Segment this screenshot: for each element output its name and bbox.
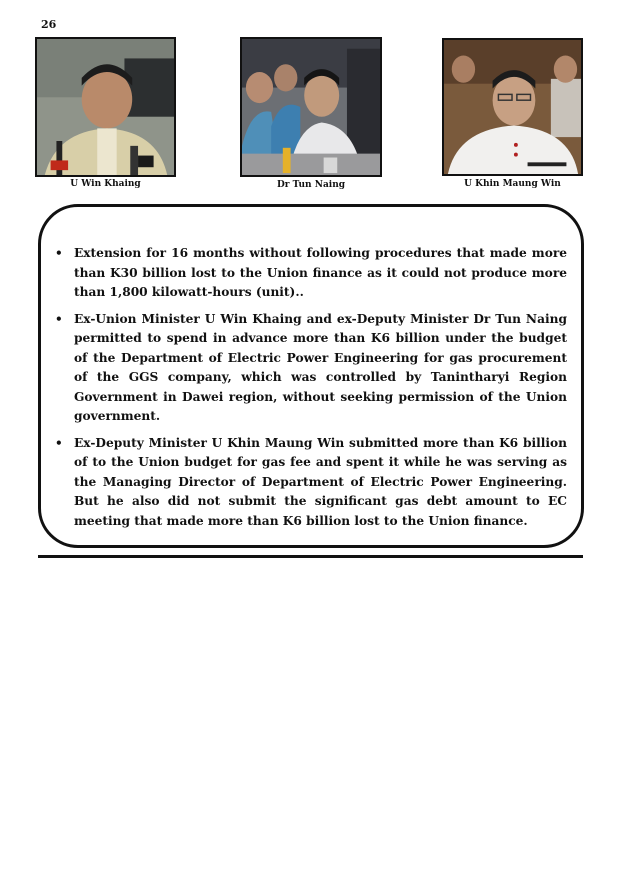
list-item-text: Ex-Union Minister U Win Khaing and ex-Deputy Minister Dr Tun Naing permitted to spend in advance more than K6 billion under the budget of the Department of Electric Power Engineering for gas procurement of the GGS company, which was controlled by Tanintharyi Region Government in Dawei region, without seeking permission of the Union government. [74, 311, 567, 423]
photo-caption: Dr Tun Naing [276, 180, 346, 190]
portrait-photo-u-khin-maung-win [442, 38, 583, 176]
portrait-photo-dr-tun-naing [240, 37, 382, 177]
list-item-text: Extension for 16 months without following procedures that made more than K30 billion lost to the Union finance as it could not produce more than 1,800 kilowatt-hours (unit).. [74, 246, 567, 299]
page-number: 26 [41, 18, 57, 31]
photo-caption: U Win Khaing [70, 179, 141, 189]
list-item [53, 310, 567, 427]
bullet-icon: • [55, 435, 63, 450]
photo-caption: U Khin Maung Win [464, 179, 561, 189]
bullet-icon: • [55, 246, 63, 260]
portrait-image [444, 40, 581, 174]
portrait-image [37, 39, 174, 175]
bullet-icon: • [55, 311, 63, 326]
bullet-list [53, 244, 567, 538]
portrait-photo-u-win-khaing [35, 37, 176, 177]
portrait-image [242, 39, 380, 175]
horizontal-divider [38, 555, 583, 558]
list-item-text: Ex-Deputy Minister U Khin Maung Win submitted more than K6 billion of to the Union budget for gas fee and spent it while he was serving as the Managing Director of Department of Electric Power Engineering. But he also did not submit the significant gas debt amount to EC meeting that made more than K6 billion lost to the Union finance. [74, 435, 567, 528]
list-item [53, 434, 567, 532]
list-item [53, 244, 567, 303]
